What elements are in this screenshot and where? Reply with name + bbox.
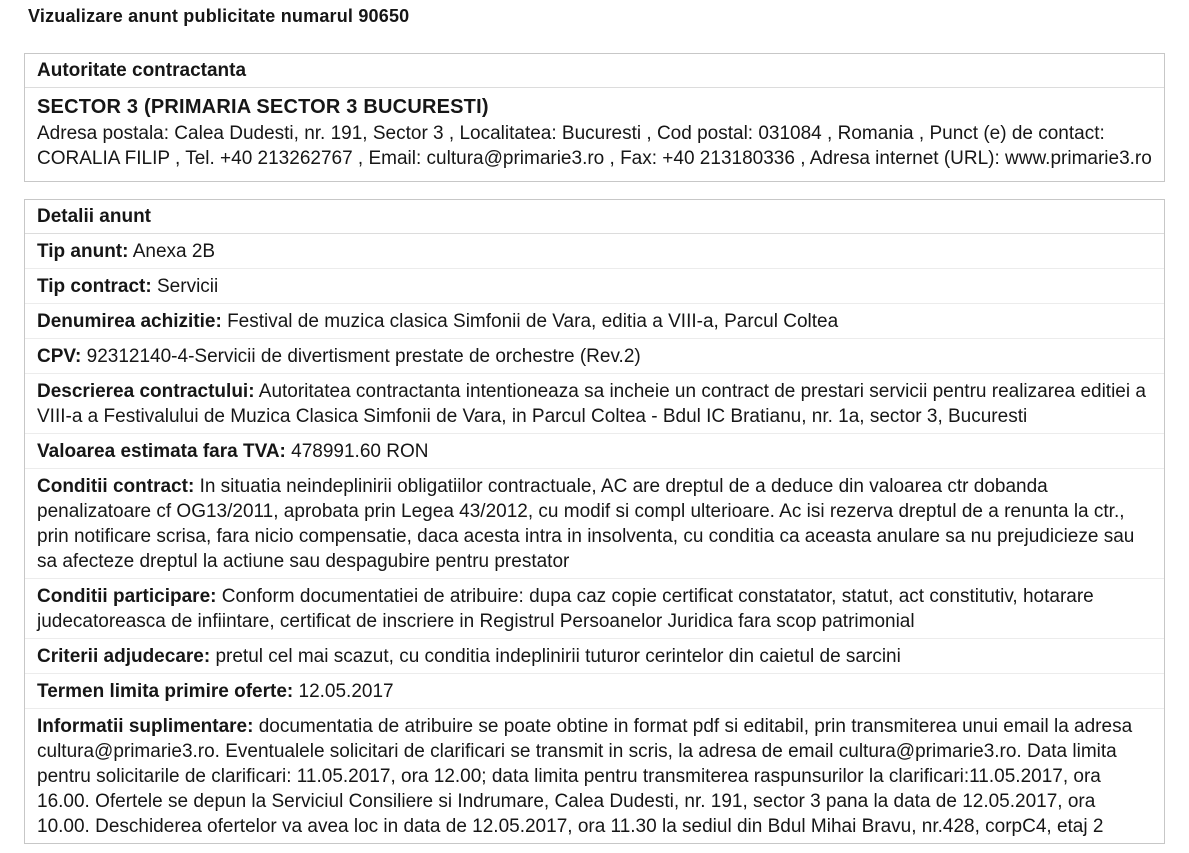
field-label: CPV:: [37, 346, 82, 367]
page-title: Vizualizare anunt publicitate numarul 90650: [28, 6, 410, 26]
field-label: Denumirea achizitie:: [37, 311, 222, 332]
field-label: Conditii contract:: [37, 476, 195, 497]
field-cpv: [25, 338, 1164, 373]
field-value: Festival de muzica clasica Simfonii de Vara, editia a VIII-a, Parcul Coltea: [227, 311, 839, 332]
field-value: 12.05.2017: [298, 681, 394, 702]
field-label: Termen limita primire oferte:: [37, 681, 294, 702]
field-value: 478991.60 RON: [291, 441, 429, 462]
contracting-authority-section-title: Autoritate contractanta: [25, 54, 1164, 88]
field-criterii-adjudecare: [25, 638, 1164, 673]
field-tip-contract: [25, 268, 1164, 303]
field-valoarea-estimata: [25, 433, 1164, 468]
field-conditii-contract: [25, 468, 1164, 578]
field-value: Anexa 2B: [132, 241, 216, 262]
field-descrierea-contractului: [25, 373, 1164, 433]
field-conditii-participare: [25, 578, 1164, 638]
field-label: Informatii suplimentare:: [37, 716, 254, 737]
contracting-authority-panel: [24, 53, 1165, 182]
field-termen-limita: [25, 673, 1164, 708]
field-informatii-suplimentare: [25, 708, 1164, 843]
contracting-authority-details: Adresa postala: Calea Dudesti, nr. 191, Sector 3 , Localitatea: Bucuresti , Cod postal: 031084 , Romania , Punct (e) de contact: CORALIA FILIP , Tel. +40 213262767 , Email: cultura@primarie3.ro , Fax: +40 213180336 , Adresa internet (URL): www.primarie3.ro: [37, 123, 1152, 169]
notice-details-section-title: Detalii anunt: [25, 200, 1164, 234]
field-value: Servicii: [157, 276, 219, 297]
field-label: Descrierea contractului:: [37, 381, 255, 402]
contracting-authority-body: [25, 88, 1164, 181]
field-label: Conditii participare:: [37, 586, 217, 607]
field-value: Autoritatea contractanta intentioneaza sa incheie un contract de prestari servicii pentru realizarea editiei a VIII-a a Festivalului de Muzica Clasica Simfonii de Vara, in Parcul Coltea - Bdul IC Bratianu, nr. 1a, sector 3, Bucuresti: [37, 381, 1146, 427]
field-label: Valoarea estimata fara TVA:: [37, 441, 286, 462]
field-value: pretul cel mai scazut, cu conditia indeplinirii tuturor cerintelor din caietul de sarcini: [215, 646, 901, 667]
field-label: Tip anunt:: [37, 241, 129, 262]
field-value: Conform documentatiei de atribuire: dupa caz copie certificat constatator, statut, act constitutiv, hotarare judecatoreasca de infiintare, certificat de inscriere in Registrul Persoanelor Juridica fara scop patrimonial: [37, 586, 1094, 632]
field-denumirea-achizitie: [25, 303, 1164, 338]
field-label: Criterii adjudecare:: [37, 646, 211, 667]
notice-details-panel: [24, 199, 1165, 844]
field-value: documentatia de atribuire se poate obtine in format pdf si editabil, prin transmiterea unui email la adresa cultura@primarie3.ro. Eventualele solicitari de clarificari se transmit in scris, la adresa de email cultura@primarie3.ro. Data limita pentru solicitarile de clarificari: 11.05.2017, ora 12.00; data limita pentru transmiterea raspunsurilor la clarificari:11.05.2017, ora 16.00. Ofertele se depun la Serviciul Consiliere si Indrumare, Calea Dudesti, nr. 191, sector 3 pana la data de 12.05.2017, ora 10.00. Deschiderea ofertelor va avea loc in data de 12.05.2017, ora 11.30 la sediul din Bdul Mihai Bravu, nr.428, corpC4, etaj 2: [37, 716, 1133, 837]
field-value: In situatia neindeplinirii obligatiilor contractuale, AC are dreptul de a deduce din valoarea ctr dobanda penalizatoare cf OG13/2011, aprobata prin Legea 43/2012, cu modif si compl ulterioare. Ac isi rezerva dreptul de a renunta la ctr., prin notificare scrisa, fara nicio compensatie, daca acesta intra in insolventa, cu conditia ca aceasta anulare sa nu prejudicieze sau sa afecteze dreptul la actiune sau despagubire pentru prestator: [37, 476, 1135, 572]
field-value: 92312140-4-Servicii de divertisment prestate de orchestre (Rev.2): [86, 346, 641, 367]
field-tip-anunt: [25, 234, 1164, 268]
contracting-authority-name: SECTOR 3 (PRIMARIA SECTOR 3 BUCURESTI): [37, 96, 489, 118]
field-label: Tip contract:: [37, 276, 152, 297]
